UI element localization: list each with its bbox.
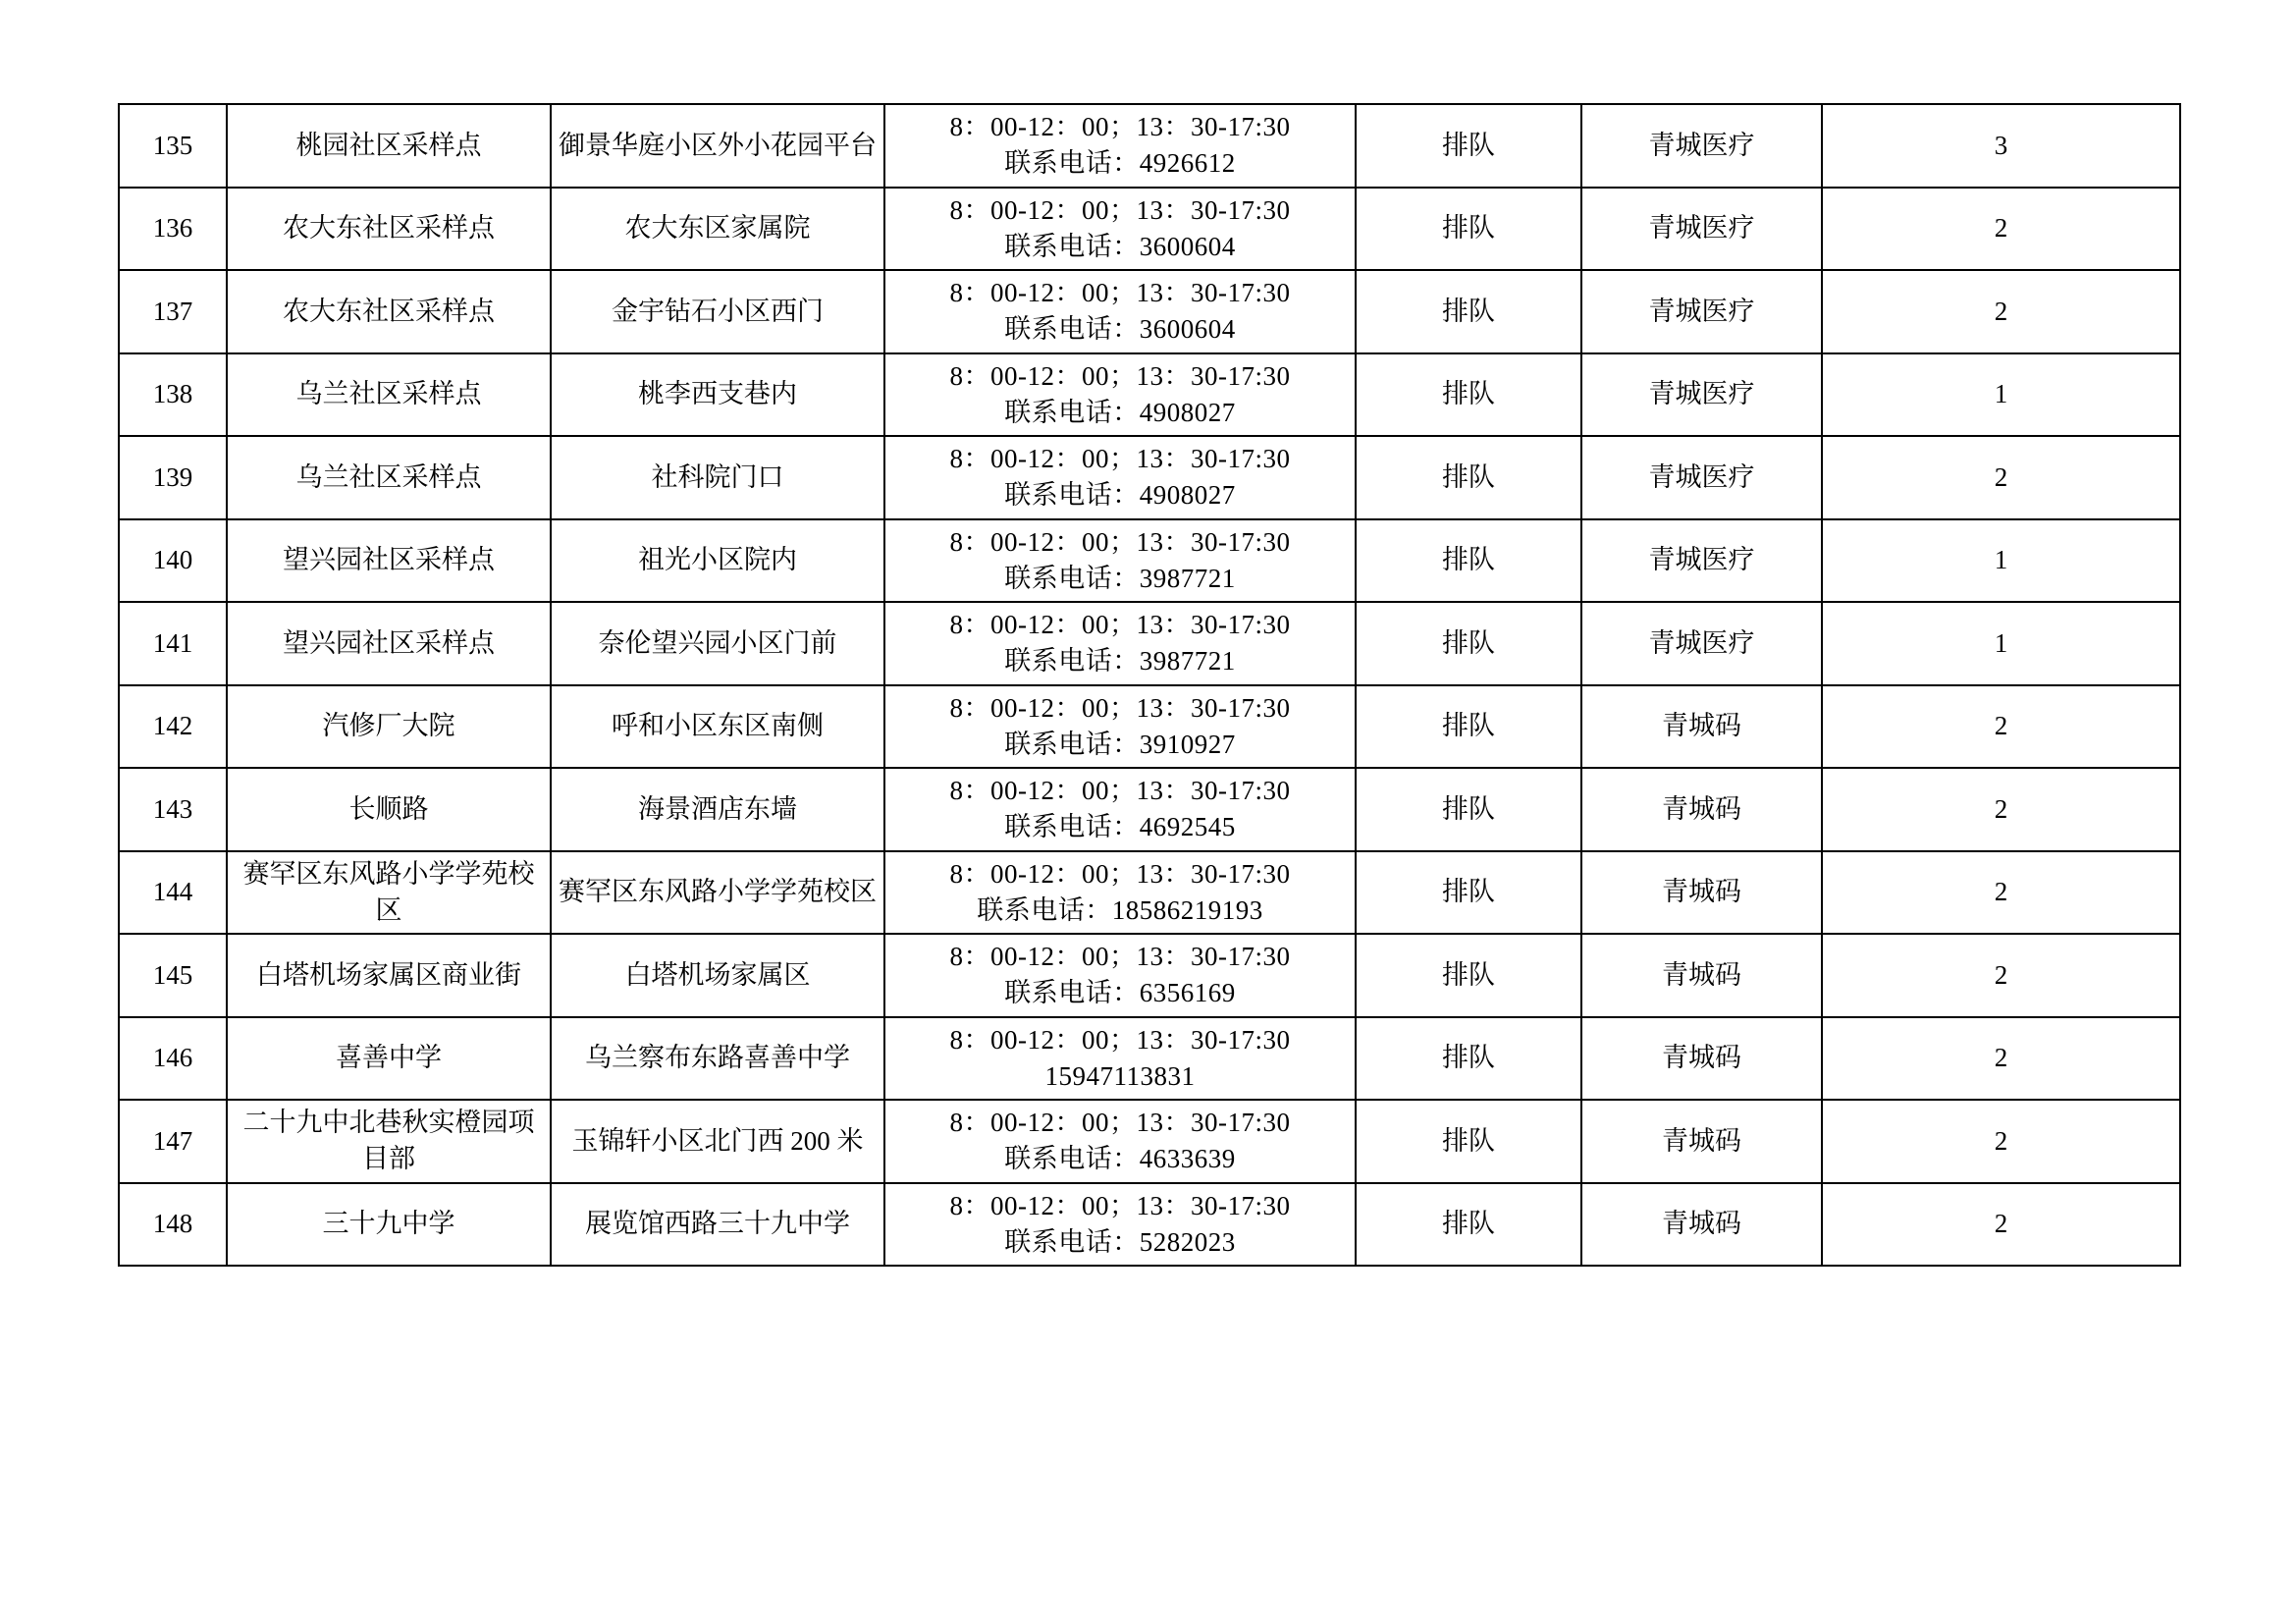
cell-mode: 排队 [1356,188,1581,271]
cell-index: 143 [119,768,227,851]
cell-index: 138 [119,353,227,437]
cell-address: 奈伦望兴园小区门前 [551,602,884,685]
table-row [119,602,2180,685]
cell-address: 赛罕区东风路小学学苑校区 [551,851,884,935]
cell-org: 青城医疗 [1581,436,1822,519]
cell-count: 2 [1822,270,2180,353]
cell-address: 御景华庭小区外小花园平台 [551,104,884,188]
cell-org: 青城医疗 [1581,602,1822,685]
cell-index: 137 [119,270,227,353]
sampling-time-line: 8：00-12：00；13：30-17:30 [949,444,1291,473]
contact-phone-line: 联系电话：4908027 [1004,397,1236,427]
cell-mode: 排队 [1356,104,1581,188]
cell-name: 乌兰社区采样点 [227,353,551,437]
cell-org: 青城码 [1581,685,1822,769]
cell-index: 145 [119,934,227,1017]
table-row [119,270,2180,353]
contact-phone-line: 联系电话：6356169 [1004,978,1236,1008]
sampling-time-line: 8：00-12：00；13：30-17:30 [949,1108,1291,1137]
cell-index: 140 [119,519,227,603]
cell-org: 青城码 [1581,851,1822,935]
cell-count: 1 [1822,602,2180,685]
cell-org: 青城医疗 [1581,270,1822,353]
cell-address: 农大东区家属院 [551,188,884,271]
cell-index: 142 [119,685,227,769]
contact-phone-line: 联系电话：18586219193 [977,894,1263,925]
cell-name: 三十九中学 [227,1183,551,1267]
cell-time [884,851,1356,935]
contact-phone-line: 联系电话：4692545 [1004,812,1236,842]
cell-index: 139 [119,436,227,519]
contact-phone-line: 联系电话：4908027 [1004,480,1236,511]
cell-time [884,768,1356,851]
contact-phone-line: 联系电话：5282023 [1004,1226,1236,1257]
sampling-time-line: 8：00-12：00；13：30-17:30 [949,360,1291,391]
cell-time [884,188,1356,271]
sampling-time-line: 8：00-12：00；13：30-17:30 [949,610,1291,639]
cell-index: 148 [119,1183,227,1267]
table-row [119,1100,2180,1183]
cell-org: 青城医疗 [1581,519,1822,603]
cell-mode: 排队 [1356,1100,1581,1183]
cell-org: 青城码 [1581,1183,1822,1267]
cell-index: 136 [119,188,227,271]
table-body [119,104,2180,1266]
cell-address: 展览馆西路三十九中学 [551,1183,884,1267]
contact-phone-line: 联系电话：4633639 [1004,1144,1236,1174]
cell-address: 桃李西支巷内 [551,353,884,437]
cell-mode: 排队 [1356,934,1581,1017]
contact-phone-line: 联系电话：4926612 [1004,148,1236,179]
contact-phone-line: 15947113831 [1044,1060,1196,1091]
table-row [119,934,2180,1017]
cell-index: 135 [119,104,227,188]
cell-mode: 排队 [1356,436,1581,519]
sampling-time-line: 8：00-12：00；13：30-17:30 [949,112,1291,141]
cell-address: 呼和小区东区南侧 [551,685,884,769]
cell-org: 青城医疗 [1581,188,1822,271]
cell-count: 1 [1822,353,2180,437]
contact-phone-line: 联系电话：3600604 [1004,231,1236,261]
sampling-time-line: 8：00-12：00；13：30-17:30 [949,278,1291,307]
cell-name: 乌兰社区采样点 [227,436,551,519]
sampling-time-line: 8：00-12：00；13：30-17:30 [949,526,1291,557]
cell-mode: 排队 [1356,602,1581,685]
cell-mode: 排队 [1356,1017,1581,1101]
cell-count: 2 [1822,851,2180,935]
cell-address: 金宇钻石小区西门 [551,270,884,353]
sampling-time-line: 8：00-12：00；13：30-17:30 [949,776,1291,805]
cell-count: 2 [1822,685,2180,769]
table-row [119,436,2180,519]
cell-org: 青城码 [1581,768,1822,851]
cell-count: 1 [1822,519,2180,603]
contact-phone-line: 联系电话：3910927 [1004,729,1236,759]
sampling-points-table [118,103,2181,1267]
contact-phone-line: 联系电话：3987721 [1004,646,1236,677]
cell-mode: 排队 [1356,768,1581,851]
cell-time [884,436,1356,519]
cell-org: 青城医疗 [1581,353,1822,437]
cell-time [884,1183,1356,1267]
cell-name: 赛罕区东风路小学学苑校区 [227,851,551,935]
cell-count: 2 [1822,1017,2180,1101]
cell-index: 144 [119,851,227,935]
cell-mode: 排队 [1356,519,1581,603]
contact-phone-line: 联系电话：3987721 [1004,563,1236,593]
cell-org: 青城医疗 [1581,104,1822,188]
cell-org: 青城码 [1581,1100,1822,1183]
cell-name: 二十九中北巷秋实橙园项目部 [227,1100,551,1183]
cell-index: 146 [119,1017,227,1101]
table-row [119,768,2180,851]
cell-mode: 排队 [1356,851,1581,935]
sampling-time-line: 8：00-12：00；13：30-17:30 [949,942,1291,971]
cell-name: 桃园社区采样点 [227,104,551,188]
cell-name: 望兴园社区采样点 [227,602,551,685]
cell-time [884,934,1356,1017]
cell-time [884,602,1356,685]
sampling-time-line: 8：00-12：00；13：30-17:30 [949,194,1291,225]
cell-time [884,104,1356,188]
cell-time [884,1100,1356,1183]
table-row [119,188,2180,271]
cell-address: 乌兰察布东路喜善中学 [551,1017,884,1101]
cell-address: 玉锦轩小区北门西 200 米 [551,1100,884,1183]
table-row [119,519,2180,603]
cell-name: 农大东社区采样点 [227,270,551,353]
sampling-time-line: 8：00-12：00；13：30-17:30 [949,858,1291,889]
cell-name: 白塔机场家属区商业街 [227,934,551,1017]
cell-address: 海景酒店东墙 [551,768,884,851]
cell-name: 喜善中学 [227,1017,551,1101]
cell-count: 2 [1822,934,2180,1017]
cell-mode: 排队 [1356,685,1581,769]
table-row [119,1017,2180,1101]
cell-name: 望兴园社区采样点 [227,519,551,603]
cell-mode: 排队 [1356,1183,1581,1267]
cell-count: 2 [1822,768,2180,851]
table-row [119,851,2180,935]
cell-count: 2 [1822,1100,2180,1183]
cell-time [884,270,1356,353]
cell-index: 141 [119,602,227,685]
cell-count: 3 [1822,104,2180,188]
cell-name: 农大东社区采样点 [227,188,551,271]
cell-org: 青城码 [1581,934,1822,1017]
table-row [119,1183,2180,1267]
cell-mode: 排队 [1356,353,1581,437]
cell-count: 2 [1822,188,2180,271]
cell-time [884,1017,1356,1101]
cell-count: 2 [1822,1183,2180,1267]
cell-mode: 排队 [1356,270,1581,353]
sampling-time-line: 8：00-12：00；13：30-17:30 [949,1190,1291,1220]
table-row [119,353,2180,437]
cell-name: 汽修厂大院 [227,685,551,769]
cell-name: 长顺路 [227,768,551,851]
cell-index: 147 [119,1100,227,1183]
sampling-time-line: 8：00-12：00；13：30-17:30 [949,1024,1291,1055]
cell-time [884,519,1356,603]
table-row [119,104,2180,188]
sampling-time-line: 8：00-12：00；13：30-17:30 [949,692,1291,723]
cell-time [884,353,1356,437]
cell-count: 2 [1822,436,2180,519]
contact-phone-line: 联系电话：3600604 [1004,314,1236,345]
cell-time [884,685,1356,769]
table-row [119,685,2180,769]
cell-address: 祖光小区院内 [551,519,884,603]
cell-org: 青城码 [1581,1017,1822,1101]
cell-address: 白塔机场家属区 [551,934,884,1017]
cell-address: 社科院门口 [551,436,884,519]
